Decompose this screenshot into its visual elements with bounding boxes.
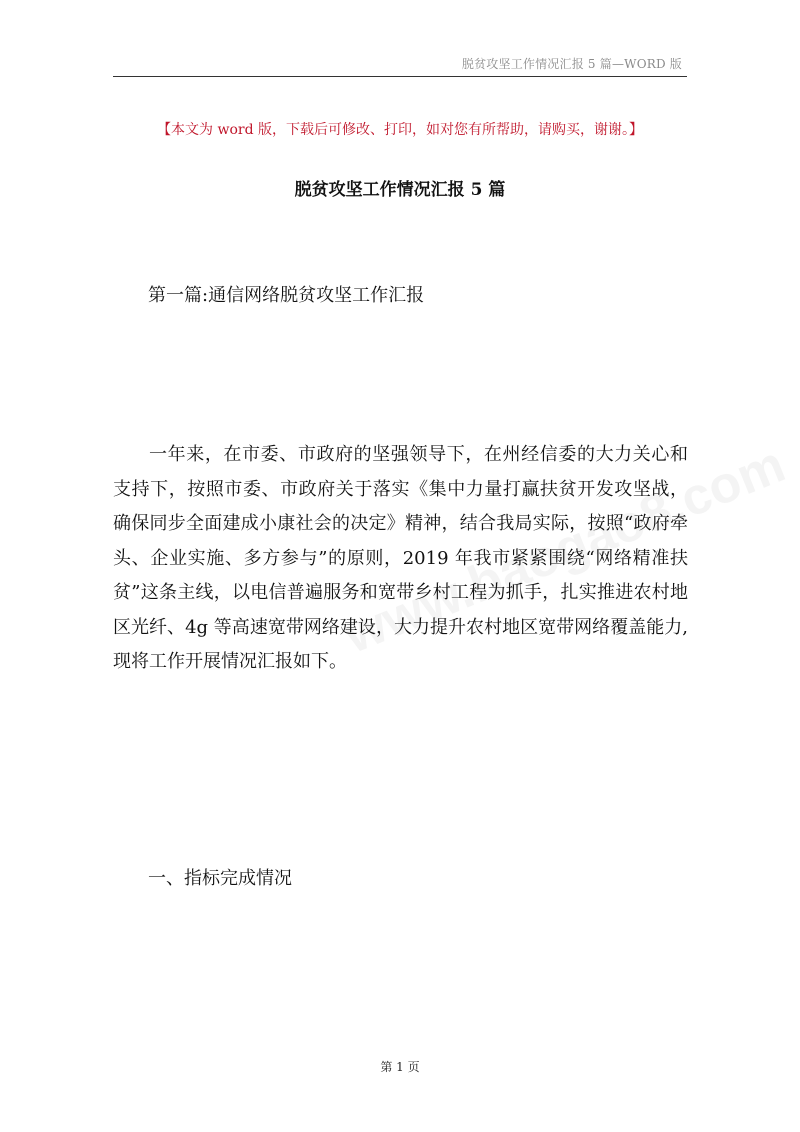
section-heading: 一、指标完成情况 xyxy=(148,868,292,889)
header-divider xyxy=(113,76,687,77)
page-number: 第 1 页 xyxy=(380,1060,420,1074)
document-title: 脱贫攻坚工作情况汇报 5 篇 xyxy=(294,180,506,200)
running-header: 脱贫攻坚工作情况汇报 5 篇—WORD 版 xyxy=(461,57,682,71)
body-paragraph: 一年来，在市委、市政府的坚强领导下，在州经信委的大力关心和支持下，按照市委、市政府关于落实《集中力量打赢扶贫开发攻坚战，确保同步全面建成小康社会的决定》精神，结合我局实际，按照“政府牵头、企业实施、多方参与”的原则，2019 年我市紧紧围绕“网络精准扶贫”这条主线，以电信普遍服务和宽带乡村工程为抓手，扎实推进农村地区光纤、4g 等高速宽带网络建设，大力提升农村地区宽带网络覆盖能力,现将工作开展情况汇报如下。 xyxy=(113,444,688,672)
chapter-heading: 第一篇:通信网络脱贫攻坚工作汇报 xyxy=(148,285,425,306)
purchase-notice: 【本文为 word 版，下载后可修改、打印，如对您有所帮助，请购买，谢谢。】 xyxy=(157,122,643,138)
